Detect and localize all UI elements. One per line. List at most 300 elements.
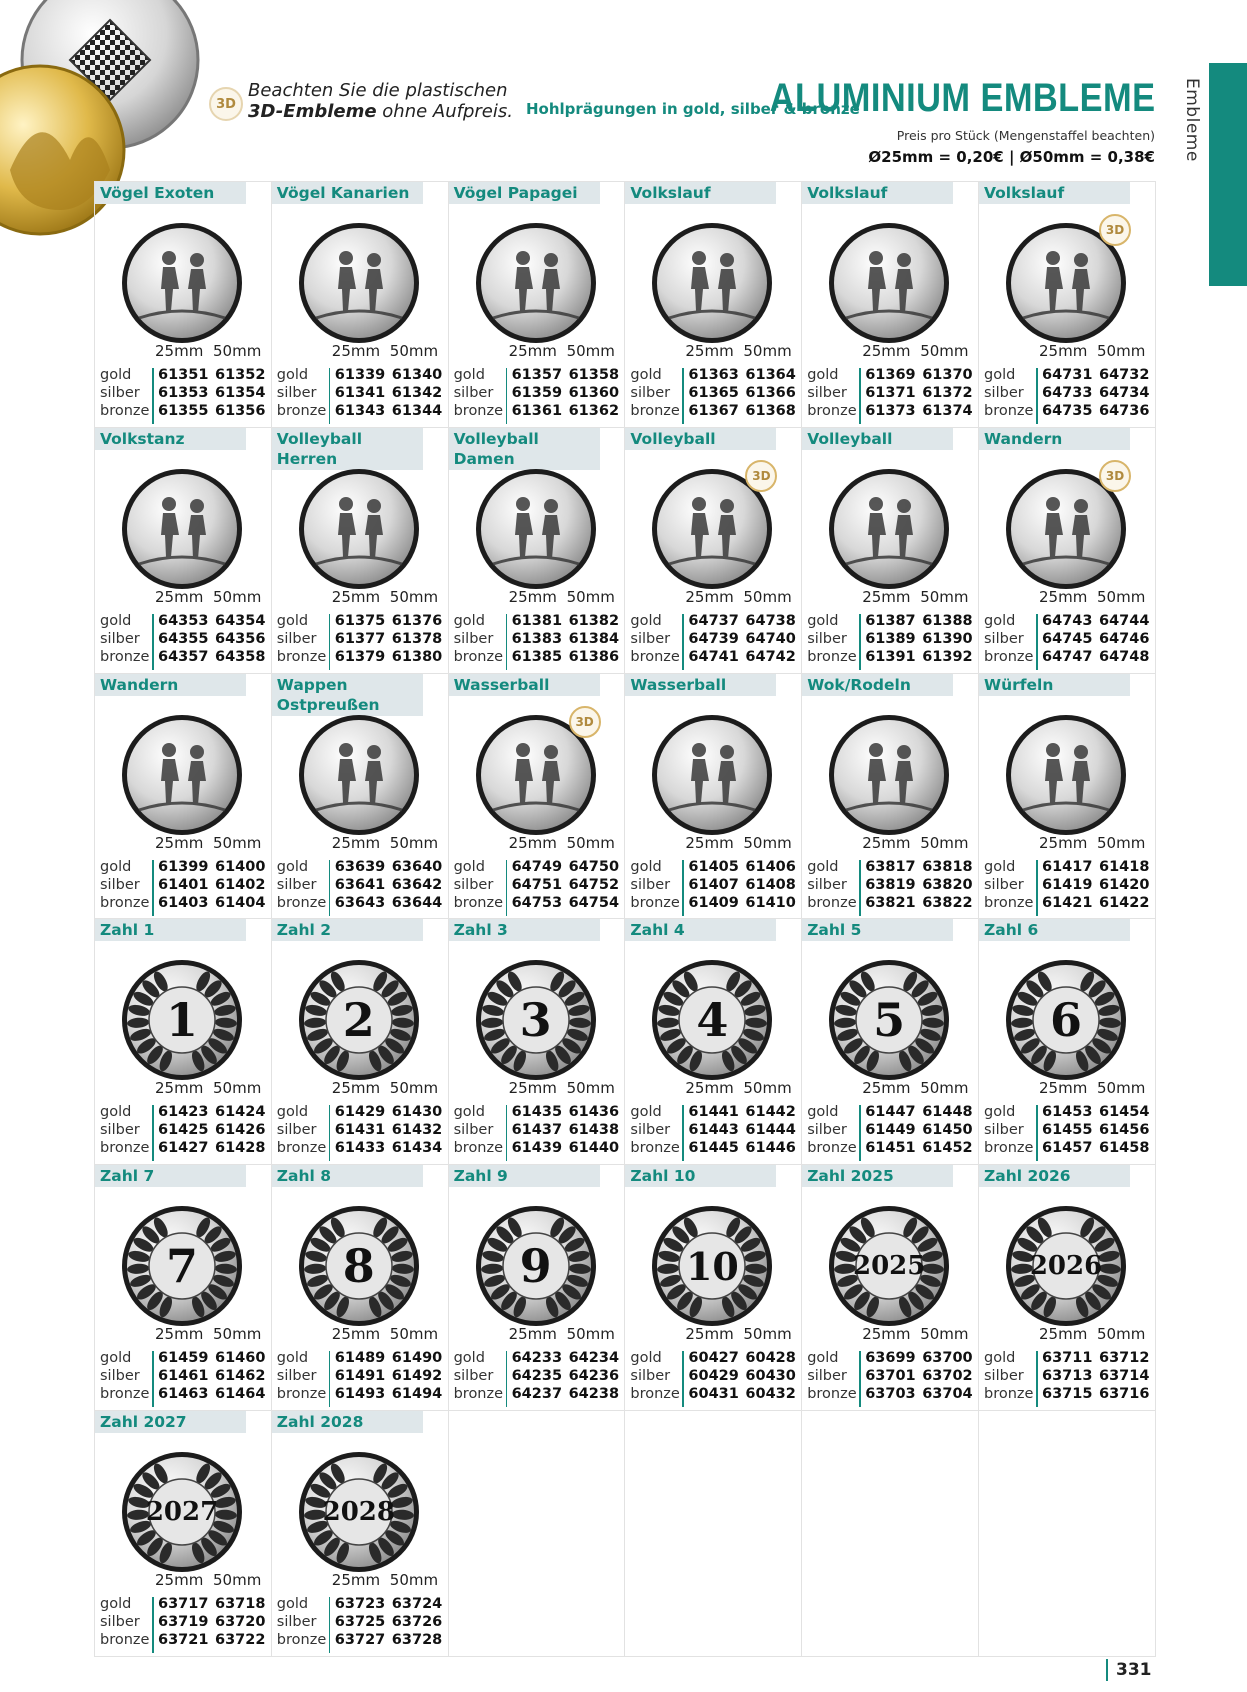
finish-label-gold: gold [100, 612, 132, 629]
finish-label-gold: gold [984, 1350, 1016, 1367]
article-code: 61489 [334, 1350, 386, 1367]
article-code: 61382 [568, 612, 620, 629]
finish-label-silber: silber [100, 385, 140, 401]
emblem-title: Wasserball [449, 674, 600, 696]
emblem-title: Zahl 10 [625, 1165, 776, 1187]
size-50-header: 50mm [920, 1325, 969, 1344]
article-code: 64754 [568, 894, 620, 911]
emblem-card[interactable] [802, 182, 979, 428]
finish-label-gold: gold [630, 1350, 662, 1367]
emblem-card[interactable] [449, 182, 626, 428]
finish-label-gold: gold [807, 1104, 839, 1121]
article-code: 61371 [865, 385, 916, 401]
finish-label-silber: silber [807, 1122, 847, 1139]
emblem-title: Volleyball [802, 428, 953, 450]
emblem-title: Zahl 7 [95, 1165, 246, 1187]
size-50-header: 50mm [920, 587, 969, 606]
emblem-card[interactable] [979, 428, 1156, 674]
article-code: 61438 [568, 1122, 620, 1139]
code-divider [1036, 1105, 1038, 1161]
price-note: Preis pro Stück (Mengenstaffel beachten) [896, 128, 1155, 143]
article-code: 61433 [334, 1140, 386, 1157]
medal-number: 3 [519, 993, 552, 1048]
article-code: 64732 [1099, 367, 1150, 383]
finish-label-bronze: bronze [276, 1632, 327, 1648]
article-code: 63716 [1099, 1386, 1150, 1403]
section-side-label: Embleme [1182, 78, 1202, 162]
finish-label-gold: gold [276, 1104, 309, 1121]
size-25-header: 25mm [155, 1079, 204, 1098]
article-code: 61376 [391, 612, 443, 629]
size-25-header: 25mm [331, 1325, 381, 1344]
3d-badge-icon: 3D [1099, 214, 1131, 246]
article-code: 61361 [511, 403, 563, 419]
size-50-header: 50mm [1097, 342, 1146, 360]
article-code: 63719 [158, 1614, 209, 1630]
article-code: 61450 [922, 1122, 973, 1139]
article-code: 61462 [215, 1368, 266, 1385]
article-code: 61381 [511, 612, 563, 629]
finish-label-bronze: bronze [984, 1140, 1034, 1157]
article-code: 61449 [865, 1122, 916, 1139]
article-code: 61365 [688, 385, 739, 401]
code-divider [506, 614, 508, 670]
emblem-card[interactable] [95, 428, 272, 674]
size-50-header: 50mm [1097, 1325, 1146, 1344]
size-25-header: 25mm [331, 342, 381, 360]
emblem-card[interactable] [272, 674, 449, 920]
emblem-card[interactable] [979, 919, 1156, 1165]
size-50-header: 50mm [213, 833, 262, 852]
finish-label-gold: gold [100, 1596, 132, 1612]
3d-badge-icon: 3D [745, 460, 777, 492]
emblem-grid [94, 181, 1156, 1657]
article-code: 61390 [922, 630, 973, 647]
finish-label-silber: silber [276, 1368, 317, 1385]
article-code: 61409 [688, 894, 739, 911]
article-code: 61339 [334, 367, 386, 383]
medal-number: 10 [685, 1243, 739, 1289]
article-code: 64355 [158, 630, 209, 647]
article-code: 63712 [1099, 1350, 1150, 1367]
empty-cell [625, 1411, 802, 1657]
article-code: 63817 [865, 858, 916, 875]
emblem-card[interactable] [802, 428, 979, 674]
article-code: 64748 [1099, 648, 1150, 665]
finish-label-bronze: bronze [807, 1140, 857, 1157]
article-code: 61344 [391, 403, 443, 419]
volleyball-men-icon [296, 466, 422, 592]
article-code: 64237 [511, 1386, 563, 1403]
article-code: 61375 [334, 612, 386, 629]
size-25-header: 25mm [331, 833, 381, 852]
article-code: 63820 [922, 876, 973, 893]
article-code: 61369 [865, 367, 916, 383]
article-code: 61341 [334, 385, 386, 401]
article-code: 63720 [215, 1614, 266, 1630]
finish-label-gold: gold [453, 1350, 485, 1367]
medal-number: 7 [165, 1239, 198, 1294]
article-code: 61459 [158, 1350, 209, 1367]
finish-label-gold: gold [453, 367, 485, 383]
emblem-card[interactable] [272, 1165, 449, 1411]
finish-label-silber: silber [630, 385, 671, 401]
size-50-header: 50mm [566, 587, 615, 606]
finish-label-bronze: bronze [453, 1140, 504, 1157]
article-code: 61353 [158, 385, 209, 401]
article-code: 61430 [391, 1104, 443, 1121]
finish-label-gold: gold [453, 1104, 485, 1121]
article-code: 61431 [334, 1122, 386, 1139]
size-25-header: 25mm [685, 833, 734, 852]
size-25-header: 25mm [1039, 342, 1088, 360]
code-divider [1036, 614, 1038, 670]
emblem-card[interactable] [95, 919, 272, 1165]
article-code: 61440 [568, 1140, 620, 1157]
size-50-header: 50mm [743, 833, 792, 852]
finish-label-silber: silber [630, 876, 671, 893]
finish-label-silber: silber [100, 1368, 140, 1385]
finish-label-gold: gold [984, 612, 1016, 629]
article-code: 61363 [688, 367, 739, 383]
article-code: 61406 [745, 858, 796, 875]
finish-label-silber: silber [807, 876, 847, 893]
article-code: 61426 [215, 1122, 266, 1139]
article-code: 60432 [745, 1386, 796, 1403]
article-code: 61491 [334, 1368, 386, 1385]
article-code: 61366 [745, 385, 796, 401]
article-code: 64238 [568, 1386, 620, 1403]
article-code: 61378 [391, 630, 443, 647]
article-code: 61358 [568, 367, 620, 383]
emblem-card[interactable] [979, 182, 1156, 428]
eagle-crest-icon [296, 712, 422, 838]
article-code: 60428 [745, 1350, 796, 1367]
emblem-title: Zahl 8 [272, 1165, 423, 1187]
article-code: 63714 [1099, 1368, 1150, 1385]
finish-label-gold: gold [100, 1350, 132, 1367]
article-code: 61420 [1099, 876, 1150, 893]
finish-label-gold: gold [807, 858, 839, 875]
empty-cell [802, 1411, 979, 1657]
article-code: 64734 [1099, 385, 1150, 401]
emblem-card[interactable] [625, 428, 802, 674]
code-divider [329, 1351, 331, 1407]
emblem-title: Zahl 2027 [95, 1411, 246, 1433]
article-code: 61403 [158, 894, 209, 911]
emblem-card[interactable] [625, 919, 802, 1165]
article-code: 64752 [568, 876, 620, 893]
article-code: 63640 [391, 858, 443, 875]
emblem-title: Vögel Papagei [449, 182, 600, 204]
volleyball-women-icon [473, 466, 599, 592]
finish-label-silber: silber [630, 1122, 671, 1139]
emblem-card[interactable] [625, 182, 802, 428]
size-50-header: 50mm [566, 1079, 615, 1098]
finish-label-gold: gold [630, 858, 662, 875]
finish-label-bronze: bronze [807, 1386, 857, 1403]
article-code: 61410 [745, 894, 796, 911]
article-code: 63721 [158, 1632, 209, 1648]
hikers-icon [119, 712, 245, 838]
emblem-card[interactable] [979, 674, 1156, 920]
emblem-card[interactable] [272, 182, 449, 428]
finish-label-bronze: bronze [100, 1386, 150, 1403]
article-code: 61368 [745, 403, 796, 419]
emblem-title: Zahl 2028 [272, 1411, 423, 1433]
article-code: 61423 [158, 1104, 209, 1121]
water-polo-icon [649, 712, 775, 838]
finish-label-bronze: bronze [453, 403, 504, 419]
emblem-title: Volleyball [625, 428, 776, 450]
size-50-header: 50mm [566, 342, 615, 360]
article-code: 63724 [391, 1596, 443, 1612]
article-code: 63711 [1042, 1350, 1093, 1367]
finish-label-gold: gold [100, 858, 132, 875]
article-code: 60431 [688, 1386, 739, 1403]
size-25-header: 25mm [508, 1079, 557, 1098]
size-50-header: 50mm [920, 833, 969, 852]
code-divider [859, 368, 861, 424]
article-code: 64737 [688, 612, 739, 629]
size-50-header: 50mm [566, 1325, 615, 1344]
article-code: 63726 [391, 1614, 443, 1630]
article-code: 61389 [865, 630, 916, 647]
article-code: 63727 [334, 1632, 386, 1648]
medal-number: 9 [519, 1239, 552, 1294]
size-25-header: 25mm [508, 342, 557, 360]
article-code: 63643 [334, 894, 386, 911]
article-code: 64741 [688, 648, 739, 665]
finish-label-bronze: bronze [276, 648, 327, 665]
finish-label-gold: gold [807, 612, 839, 629]
size-25-header: 25mm [1039, 587, 1088, 606]
article-code: 63819 [865, 876, 916, 893]
code-divider [859, 1105, 861, 1161]
size-25-header: 25mm [862, 342, 911, 360]
size-25-header: 25mm [508, 833, 557, 852]
emblem-title: Wasserball [625, 674, 776, 696]
code-divider [859, 860, 861, 916]
article-code: 64739 [688, 630, 739, 647]
emblem-card[interactable] [449, 919, 626, 1165]
emblem-card[interactable] [95, 1165, 272, 1411]
finish-label-silber: silber [453, 385, 494, 401]
code-divider [152, 1351, 154, 1407]
article-code: 61439 [511, 1140, 563, 1157]
article-code: 64735 [1042, 403, 1093, 419]
size-25-header: 25mm [331, 1079, 381, 1098]
volleyball-hand-icon [826, 466, 952, 592]
article-code: 64353 [158, 612, 209, 629]
article-code: 61455 [1042, 1122, 1093, 1139]
finish-label-bronze: bronze [984, 894, 1034, 911]
article-code: 61427 [158, 1140, 209, 1157]
emblem-card[interactable] [272, 428, 449, 674]
article-code: 61425 [158, 1122, 209, 1139]
size-25-header: 25mm [862, 587, 911, 606]
article-code: 61362 [568, 403, 620, 419]
article-code: 61388 [922, 612, 973, 629]
article-code: 64235 [511, 1368, 563, 1385]
article-code: 63722 [215, 1632, 266, 1648]
article-code: 61387 [865, 612, 916, 629]
size-25-header: 25mm [1039, 1079, 1088, 1098]
emblem-card[interactable] [95, 674, 272, 920]
parrot-icon [473, 220, 599, 346]
finish-label-silber: silber [984, 876, 1024, 893]
code-divider [329, 1597, 331, 1653]
size-50-header: 50mm [213, 1325, 262, 1344]
emblem-title: Zahl 2026 [979, 1165, 1130, 1187]
emblem-card[interactable] [802, 1165, 979, 1411]
emblem-title: Volkstanz [95, 428, 246, 450]
emblem-card[interactable] [979, 1165, 1156, 1411]
article-code: 61352 [215, 367, 266, 383]
article-code: 61451 [865, 1140, 916, 1157]
article-code: 61454 [1099, 1104, 1150, 1121]
article-code: 63702 [922, 1368, 973, 1385]
size-50-header: 50mm [743, 1079, 792, 1098]
emblem-title: Wok/Rodeln [802, 674, 953, 696]
3d-badge-icon: 3D [209, 87, 243, 121]
article-code: 63822 [922, 894, 973, 911]
emblem-title: Vögel Exoten [95, 182, 246, 204]
article-code: 63723 [334, 1596, 386, 1612]
article-code: 61391 [865, 648, 916, 665]
article-code: 64751 [511, 876, 563, 893]
code-divider [682, 860, 684, 916]
finish-label-silber: silber [984, 1368, 1024, 1385]
size-25-header: 25mm [862, 1325, 911, 1344]
emblem-card[interactable] [95, 1411, 272, 1657]
finish-label-gold: gold [100, 367, 132, 383]
code-divider [152, 614, 154, 670]
emblem-title: Zahl 9 [449, 1165, 600, 1187]
runners-field-icon [826, 220, 952, 346]
article-code: 63699 [865, 1350, 916, 1367]
finish-label-bronze: bronze [100, 1140, 150, 1157]
medal-number: 5 [873, 993, 906, 1048]
article-code: 61432 [391, 1122, 443, 1139]
article-code: 61359 [511, 385, 563, 401]
article-code: 61357 [511, 367, 563, 383]
sled-icon [826, 712, 952, 838]
code-divider [506, 860, 508, 916]
size-25-header: 25mm [1039, 1325, 1088, 1344]
article-code: 61434 [391, 1140, 443, 1157]
finish-label-bronze: bronze [630, 1386, 680, 1403]
article-code: 61419 [1042, 876, 1093, 893]
article-code: 64234 [568, 1350, 620, 1367]
article-code: 60430 [745, 1368, 796, 1385]
emblem-title: Zahl 1 [95, 919, 246, 941]
finish-label-bronze: bronze [276, 894, 327, 911]
emblem-card[interactable] [95, 182, 272, 428]
article-code: 61435 [511, 1104, 563, 1121]
emblem-title: Wappen Ostpreußen [272, 674, 423, 716]
3d-note-rest: ohne Aufpreis. [376, 101, 513, 122]
article-code: 61340 [391, 367, 443, 383]
size-50-header: 50mm [389, 1571, 439, 1589]
code-divider [1036, 860, 1038, 916]
article-code: 61494 [391, 1386, 443, 1403]
article-code: 61380 [391, 648, 443, 665]
3d-note-line2 [248, 101, 513, 122]
size-50-header: 50mm [920, 1079, 969, 1098]
medal-number: 2028 [322, 1497, 395, 1527]
article-code: 61405 [688, 858, 739, 875]
finish-label-silber: silber [453, 630, 494, 647]
article-code: 61402 [215, 876, 266, 893]
finish-label-silber: silber [984, 1122, 1024, 1139]
emblem-card[interactable] [449, 1165, 626, 1411]
finish-label-gold: gold [276, 1350, 309, 1367]
price-line: Ø25mm = 0,20€ | Ø50mm = 0,38€ [868, 148, 1155, 166]
article-code: 61442 [745, 1104, 796, 1121]
code-divider [152, 368, 154, 424]
finish-label-silber: silber [276, 1122, 317, 1139]
emblem-title: Volleyball Herren [272, 428, 423, 470]
finish-label-silber: silber [807, 385, 847, 401]
emblem-card[interactable] [625, 1165, 802, 1411]
emblem-card[interactable] [272, 1411, 449, 1657]
article-code: 61493 [334, 1386, 386, 1403]
article-code: 61464 [215, 1386, 266, 1403]
emblem-card[interactable] [449, 428, 626, 674]
code-divider [329, 614, 331, 670]
emblem-card[interactable] [625, 674, 802, 920]
medal-number: 1 [165, 993, 198, 1048]
article-code: 63704 [922, 1386, 973, 1403]
size-50-header: 50mm [1097, 1079, 1146, 1098]
size-50-header: 50mm [920, 342, 969, 360]
article-code: 61448 [922, 1104, 973, 1121]
emblem-card[interactable] [802, 674, 979, 920]
medal-number: 2027 [145, 1497, 219, 1527]
size-50-header: 50mm [1097, 587, 1146, 606]
page-number: 331 [1106, 1659, 1152, 1681]
emblem-card[interactable] [802, 919, 979, 1165]
size-50-header: 50mm [743, 1325, 792, 1344]
finish-label-gold: gold [276, 858, 309, 875]
size-50-header: 50mm [743, 587, 792, 606]
article-code: 61384 [568, 630, 620, 647]
article-code: 61422 [1099, 894, 1150, 911]
article-code: 61342 [391, 385, 443, 401]
size-25-header: 25mm [508, 587, 557, 606]
article-code: 61445 [688, 1140, 739, 1157]
size-50-header: 50mm [1097, 833, 1146, 852]
article-code: 61354 [215, 385, 266, 401]
code-divider [682, 368, 684, 424]
article-code: 64354 [215, 612, 266, 629]
finish-label-bronze: bronze [984, 1386, 1034, 1403]
3d-badge-icon: 3D [1099, 460, 1131, 492]
article-code: 61463 [158, 1386, 209, 1403]
article-code: 63700 [922, 1350, 973, 1367]
emblem-card[interactable] [449, 674, 626, 920]
finish-label-bronze: bronze [807, 894, 857, 911]
finish-label-silber: silber [276, 385, 317, 401]
empty-cell [449, 1411, 626, 1657]
emblem-card[interactable] [272, 919, 449, 1165]
article-code: 63728 [391, 1632, 443, 1648]
runners-icon [649, 220, 775, 346]
code-divider [859, 1351, 861, 1407]
finish-label-gold: gold [630, 367, 662, 383]
emblem-title: Wandern [95, 674, 246, 696]
